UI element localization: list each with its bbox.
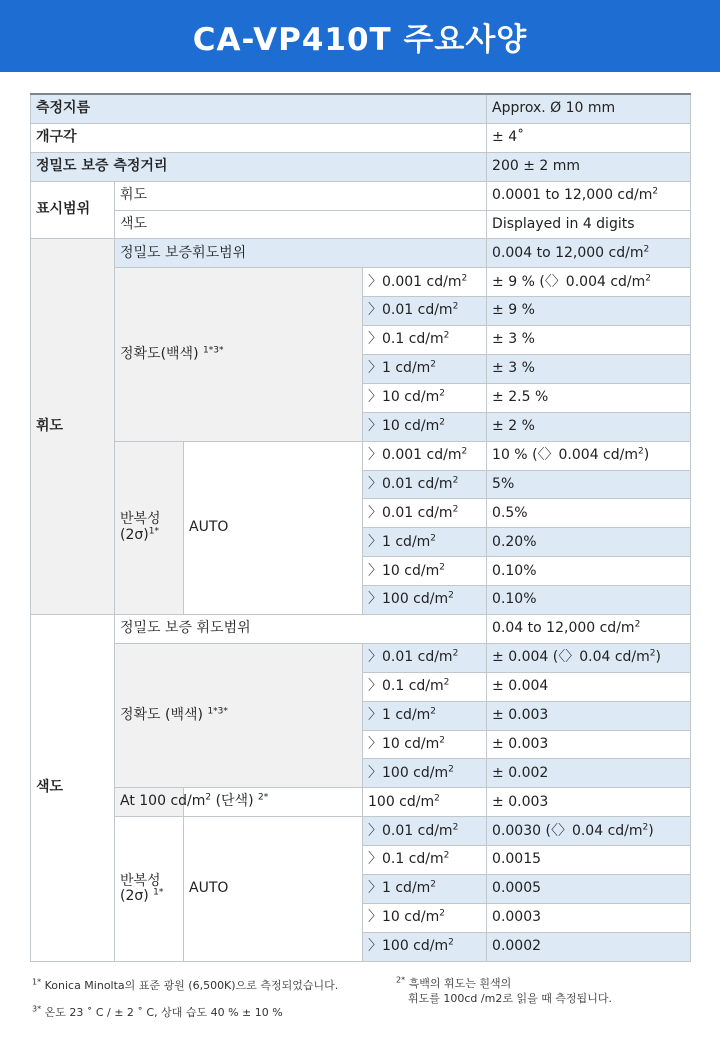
- value-cell: ± 2.5 %: [487, 383, 691, 412]
- cond-cell: 〉0.01 $cd/m^2$: [363, 643, 487, 672]
- cond-cell: 〉1 $cd/m^2$: [363, 701, 487, 730]
- section-label: 휘도: [31, 239, 115, 615]
- cond-cell: 〉10 $cd/m^2$: [363, 903, 487, 932]
- table-row: [31, 441, 691, 470]
- value-cell: ± 0.002: [487, 759, 691, 788]
- value-cell: ± 3 %: [487, 355, 691, 384]
- row-sublabel: 정밀도 보증 휘도범위: [115, 615, 487, 644]
- value-cell: 0.20%: [487, 528, 691, 557]
- cond-cell: 〉1 $cd/m^2$: [363, 355, 487, 384]
- value-cell: ± 2 %: [487, 412, 691, 441]
- row-value: Approx. Ø 10 mm: [487, 94, 691, 123]
- value-cell: ± 3 %: [487, 326, 691, 355]
- row-sublabel: 휘도: [115, 181, 487, 210]
- cond-cell: 〉0.01 $cd/m^2$: [363, 297, 487, 326]
- group-label: 반복성 (2σ) $^{1*}$: [115, 817, 184, 961]
- footnote-3: $^{3*}$ 온도 23 ˚ C / ± 2 ˚ C, 상대 습도 40 % ± 10 %: [32, 1004, 283, 1019]
- table-row: [31, 152, 691, 181]
- row-value: 0.0001 to 12,000 $cd/m^2$: [487, 181, 691, 210]
- table-row: [31, 239, 691, 268]
- table-row: [31, 210, 691, 239]
- cond-cell: 〉0.01 $cd/m^2$: [363, 470, 487, 499]
- value-cell: ± 0.004: [487, 672, 691, 701]
- spec-table: [30, 93, 691, 962]
- row-sublabel: 정밀도 보증휘도범위: [115, 239, 487, 268]
- row-label: 정밀도 보증 측정거리: [31, 152, 487, 181]
- value-cell: 0.0003: [487, 903, 691, 932]
- row-sublabel: 색도: [115, 210, 487, 239]
- value-cell: ± 0.003: [487, 788, 691, 817]
- footnote-2: $^{2*}$ 흑백의 휘도는 흰색의 휘도를 100cd /m2로 읽을 때 측정됩니다.: [396, 975, 612, 1005]
- table-row: [31, 788, 691, 817]
- cond-cell: 〉0.001 $cd/m^2$: [363, 441, 487, 470]
- row-label: 표시범위: [31, 181, 115, 239]
- cond-cell: 〉0.1 $cd/m^2$: [363, 846, 487, 875]
- table-row: [31, 94, 691, 123]
- table-row: [31, 123, 691, 152]
- cond-cell: 〉0.01 $cd/m^2$: [363, 499, 487, 528]
- table-row: [31, 817, 691, 846]
- section-label: 색도: [31, 615, 115, 962]
- group-label: 정확도 (백색) $^{1*3*}$: [115, 643, 363, 787]
- cond-cell: 〉0.1 $cd/m^2$: [363, 672, 487, 701]
- value-cell: 0.0015: [487, 846, 691, 875]
- cond-cell: 〉10 $cd/m^2$: [363, 412, 487, 441]
- cond-cell: 100 $cd/m^2$: [363, 788, 487, 817]
- row-label: 개구각: [31, 123, 487, 152]
- page-title: CA-VP410T 주요사양: [192, 21, 528, 58]
- row-label: 측정지름: [31, 94, 487, 123]
- value-cell: ± 0.003: [487, 730, 691, 759]
- value-cell: 5%: [487, 470, 691, 499]
- table-row: [31, 615, 691, 644]
- cond-cell: 〉0.001 $cd/m^2$: [363, 268, 487, 297]
- footnote-1: $^{1*}$ Konica Minolta의 표준 광원 (6,500K)으로 측정되었습니다.: [32, 977, 339, 992]
- value-cell: 0.10%: [487, 586, 691, 615]
- row-value: 0.04 to 12,000 $cd/m^2$: [487, 615, 691, 644]
- value-cell: 0.10%: [487, 557, 691, 586]
- value-cell: ± 9 %: [487, 297, 691, 326]
- group-label: 반복성 $(2\sigma)^{1*}$: [115, 441, 184, 614]
- row-value: ± 4˚: [487, 123, 691, 152]
- table-row: [31, 181, 691, 210]
- value-cell: 0.0002: [487, 932, 691, 961]
- cond-cell: 〉10 $cd/m^2$: [363, 383, 487, 412]
- cond-cell: 〉1 $cd/m^2$: [363, 875, 487, 904]
- row-value: 0.004 to 12,000 $cd/m^2$: [487, 239, 691, 268]
- value-cell: 0.0005: [487, 875, 691, 904]
- cond-cell: 〉1 $cd/m^2$: [363, 528, 487, 557]
- value-cell: ± 0.003: [487, 701, 691, 730]
- group-label: 정확도(백색) $^{1*3*}$: [115, 268, 363, 441]
- mode-label: AUTO: [184, 817, 363, 961]
- cond-cell: 〉100 $cd/m^2$: [363, 759, 487, 788]
- cond-cell: 〉10 $cd/m^2$: [363, 730, 487, 759]
- mode-label: AUTO: [184, 441, 363, 614]
- cond-cell: 〉0.1 $cd/m^2$: [363, 326, 487, 355]
- title-banner: [0, 0, 720, 72]
- cond-cell: 〉100 $cd/m^2$: [363, 586, 487, 615]
- cond-cell: 〉10 $cd/m^2$: [363, 557, 487, 586]
- value-cell: 10 % (〈〉0.004 $cd/m^2$): [487, 441, 691, 470]
- value-cell: ± 9 % (〈〉0.004 $cd/m^2$: [487, 268, 691, 297]
- cond-cell: 〉0.01 $cd/m^2$: [363, 817, 487, 846]
- table-row: [31, 268, 691, 297]
- cond-cell: 〉100 $cd/m^2$: [363, 932, 487, 961]
- mono-label: At 100 $cd/m^2$ (단색) $^{2*}$: [184, 788, 363, 817]
- value-cell: ± 0.004 (〈〉0.04 $cd/m^2$): [487, 643, 691, 672]
- row-value: Displayed in 4 digits: [487, 210, 691, 239]
- value-cell: 0.5%: [487, 499, 691, 528]
- row-value: 200 ± 2 mm: [487, 152, 691, 181]
- value-cell: 0.0030 (〈〉0.04 $cd/m^2$): [487, 817, 691, 846]
- table-row: [31, 643, 691, 672]
